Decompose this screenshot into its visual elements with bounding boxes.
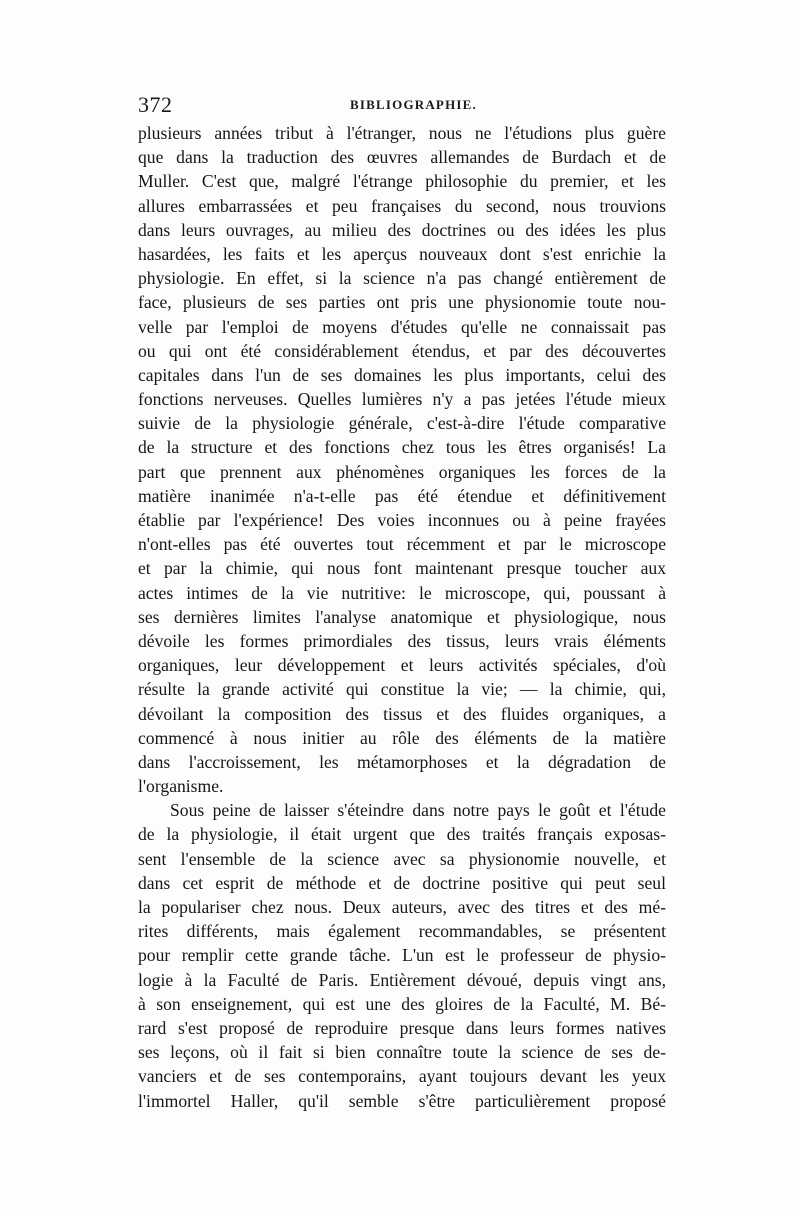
text-line: commencé à nous initier au rôle des éléments de la matière	[138, 727, 666, 748]
text-line: part que prennent aux phénomènes organiques les forces de la	[138, 461, 666, 482]
text-line: matière inanimée n'a-t-elle pas été étendue et définitivement	[138, 485, 666, 506]
text-line: dévoile les formes primordiales des tissus, leurs vrais éléments	[138, 630, 666, 651]
text-line: plusieurs années tribut à l'étranger, nous ne l'étudions plus guère	[138, 123, 666, 143]
body-text	[138, 121, 666, 1113]
text-line: ou qui ont été considérablement étendus, et par des découvertes	[138, 340, 666, 361]
text-line: résulte la grande activité qui constitue la vie; — la chimie, qui,	[138, 679, 666, 700]
text-line: physiologie. En effet, si la science n'a pas changé entièrement de	[138, 268, 666, 289]
text-line: face, plusieurs de ses parties ont pris une physionomie toute nou-	[138, 292, 666, 313]
text-line: dévoilant la composition des tissus et des fluides organiques, a	[138, 703, 666, 724]
text-line: vanciers et de ses contemporains, ayant toujours devant les yeux	[138, 1066, 666, 1087]
text-line: dans cet esprit de méthode et de doctrine positive qui peut seul	[138, 872, 666, 893]
text-line: allures embarrassées et peu françaises du second, nous trouvions	[138, 195, 666, 216]
text-line: velle par l'emploi de moyens d'études qu'elle ne connaissait pas	[138, 316, 666, 337]
text-line: de la structure et des fonctions chez tous les êtres organisés! La	[138, 437, 666, 458]
text-line: capitales dans l'un de ses domaines les plus importants, celui des	[138, 364, 666, 385]
text-line: la populariser chez nous. Deux auteurs, avec des titres et des mé-	[138, 897, 666, 917]
text-line: l'immortel Haller, qu'il semble s'être particulièrement proposé	[138, 1090, 666, 1111]
text-line: sent l'ensemble de la science avec sa physionomie nouvelle, et	[138, 848, 666, 869]
text-line: que dans la traduction des œuvres allemandes de Burdach et de	[138, 147, 666, 168]
text-line: à son enseignement, qui est une des gloires de la Faculté, M. Bé-	[138, 993, 666, 1014]
text-line: établie par l'expérience! Des voies inconnues ou à peine frayées	[138, 510, 666, 530]
text-line: logie à la Faculté de Paris. Entièrement dévoué, depuis vingt ans,	[138, 969, 666, 990]
text-line: hasardées, les faits et les aperçus nouveaux dont s'est enrichie la	[138, 243, 666, 264]
running-title: BIBLIOGRAPHIE.	[350, 97, 477, 112]
text-line: actes intimes de la vie nutritive: le microscope, qui, poussant à	[138, 582, 666, 603]
text-line: dans leurs ouvrages, au milieu des doctrines ou des idées les plus	[138, 219, 666, 240]
text-line: rites différents, mais également recommandables, se présentent	[138, 921, 666, 942]
text-line: Muller. C'est que, malgré l'étrange philosophie du premier, et les	[138, 171, 666, 192]
text-line-paragraph-start: Sous peine de laisser s'éteindre dans notre pays le goût et l'étude	[170, 800, 666, 821]
text-line-paragraph-end: l'organisme.	[138, 776, 224, 797]
text-line: pour remplir cette grande tâche. L'un est le professeur de physio-	[138, 945, 666, 966]
text-line: ses dernières limites l'analyse anatomique et physiologique, nous	[138, 606, 666, 627]
text-line: suivie de la physiologie générale, c'est-à-dire l'étude comparative	[138, 413, 666, 434]
text-line: ses leçons, où il fait si bien connaître toute la science de ses de-	[138, 1042, 666, 1063]
text-line: fonctions nerveuses. Quelles lumières n'y a pas jetées l'étude mieux	[138, 389, 666, 410]
page-number: 372	[138, 92, 173, 117]
text-line: de la physiologie, il était urgent que des traités français exposas-	[138, 824, 666, 845]
text-line: dans l'accroissement, les métamorphoses et la dégradation de	[138, 751, 666, 772]
text-line: et par la chimie, qui nous font maintenant presque toucher aux	[138, 558, 666, 579]
page-header	[138, 92, 666, 118]
text-line: n'ont-elles pas été ouvertes tout récemment et par le microscope	[138, 534, 666, 555]
text-line: rard s'est proposé de reproduire presque dans leurs formes natives	[138, 1017, 666, 1038]
text-line: organiques, leur développement et leurs activités spéciales, d'où	[138, 655, 666, 676]
